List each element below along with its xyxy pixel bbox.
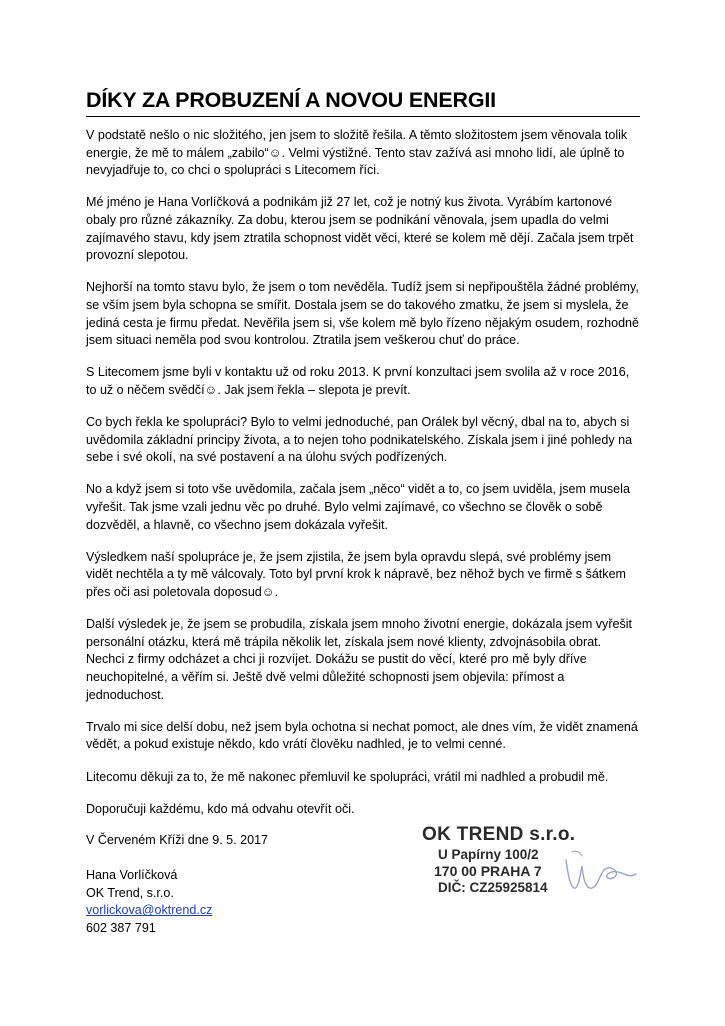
paragraph: Nejhorší na tomto stavu bylo, že jsem o tom nevěděla. Tudíž jsem si nepřipouštěla žádné problémy, se vším jsem byla schopna se smířit. Dostala jsem se do takového zmatku, že jsem si myslela, že jediná cesta je firmu předat. Nevěřila jsem si, vše kolem mě bylo řízeno nějakým osudem, rozhodně jsem situaci neměla pod svou kontrolou. Ztratila jsem veškerou chuť do práce. bbox=[86, 280, 640, 348]
phone-number: 602 387 791 bbox=[86, 920, 156, 935]
email-link[interactable]: vorlickova@oktrend.cz bbox=[86, 903, 213, 918]
stamp-company: OK TREND s.r.o. bbox=[422, 824, 576, 845]
paragraph: Mé jméno je Hana Vorlíčková a podnikám již 27 let, což je notný kus života. Vyrábím kartonové obaly pro různé zákazníky. Za dobu, kterou jsem se podnikání věnovala, jsem upadla do velmi zajímavého stavu, kdy jsem ztratila schopnost vidět věci, které se kolem mě dějí. Začala jsem trpět provozní slepotou. bbox=[86, 195, 634, 263]
stamp-city: 170 00 PRAHA 7 bbox=[434, 863, 542, 879]
company-stamp bbox=[408, 820, 576, 900]
signature-block bbox=[86, 832, 268, 938]
letter-body bbox=[86, 127, 641, 833]
document-title: DÍKY ZA PROBUZENÍ A NOVOU ENERGII bbox=[86, 88, 496, 112]
paragraph: Litecomu děkuji za to, že mě nakonec přemluvil ke spolupráci, vrátil mi nadhled a probudil mě. bbox=[86, 769, 609, 784]
paragraph: S Litecomem jsme byli v kontaktu už od roku 2013. K první konzultaci jsem svolila až v roce 2016, to už o něčem svědčí☺. Jak jsem řekla – slepota je prevít. bbox=[86, 365, 630, 397]
paragraph: Výsledkem naší spolupráce je, že jsem zjistila, že jsem byla opravdu slepá, své problémy jsem vidět nechtěla a ty mě válcovaly. Toto byl první krok k nápravě, bez něhož bych ve firmě s šátkem přes oči asi poletovala doposud☺. bbox=[86, 549, 626, 600]
stamp-vat: DIČ: CZ25925814 bbox=[438, 880, 548, 895]
signer-name: Hana Vorlíčková bbox=[86, 868, 178, 883]
paragraph: Trvalo mi sice delší dobu, než jsem byla ochotna si nechat pomoct, ale dnes vím, že vidět znamená vědět, a pokud existuje někdo, kdo vrátí člověku nadhled, je to velmi cenné. bbox=[86, 719, 638, 752]
title-underline bbox=[86, 116, 640, 117]
paragraph: V podstatě nešlo o nic složitého, jen jsem to složitě řešila. A těmto složitostem jsem věnovala tolik energie, že mě to málem „zabilo“☺. Velmi výstižné. Tento stav zažívá asi mnoho lidí, ale úplně to nevyjadřuje to, co chci o spolupráci s Litecomem říci. bbox=[86, 128, 628, 178]
signer-company: OK Trend, s.r.o. bbox=[86, 885, 174, 900]
paragraph: Další výsledek je, že jsem se probudila, získala jsem mnoho životní energie, dokázala jsem vyřešit personální otázku, která mě trápila několik let, získala jsem nové klienty, zdvojnásobila obrat. Nechci z firmy odcházet a chci ji rozvíjet. Dokážu se pustit do věcí, které pro mě byly dříve neuchopitelné, a věřím si. Ještě dvě velmi důležité schopnosti jsem objevila: přímost a jednoduchost. bbox=[86, 617, 633, 702]
place-date: V Červeném Kříži dne 9. 5. 2017 bbox=[86, 833, 269, 847]
paragraph: Doporučuji každému, kdo má odvahu otevřít oči. bbox=[86, 801, 355, 816]
paragraph: Co bych řekla ke spolupráci? Bylo to velmi jednoduché, pan Orálek byl věcný, dbal na to, abych si uvědomila základní principy života, a to nejen toho podnikatelského. Získala jsem i jiné pohledy na sebe i své okolí, na své postavení a na úlohu svých podřízených. bbox=[86, 415, 633, 465]
paragraph: No a když jsem si toto vše uvědomila, začala jsem „něco“ vidět a to, co jsem uviděla, jsem musela vyřešit. Tak jsme vzali jednu věc po druhé. Bylo velmi zajímavé, co všechno se člověk o sobě dozvěděl, a hlavně, co všechno jsem dokázala vyřešit. bbox=[86, 482, 630, 532]
stamp-street: U Papírny 100/2 bbox=[438, 847, 539, 862]
handwritten-signature bbox=[560, 830, 640, 900]
